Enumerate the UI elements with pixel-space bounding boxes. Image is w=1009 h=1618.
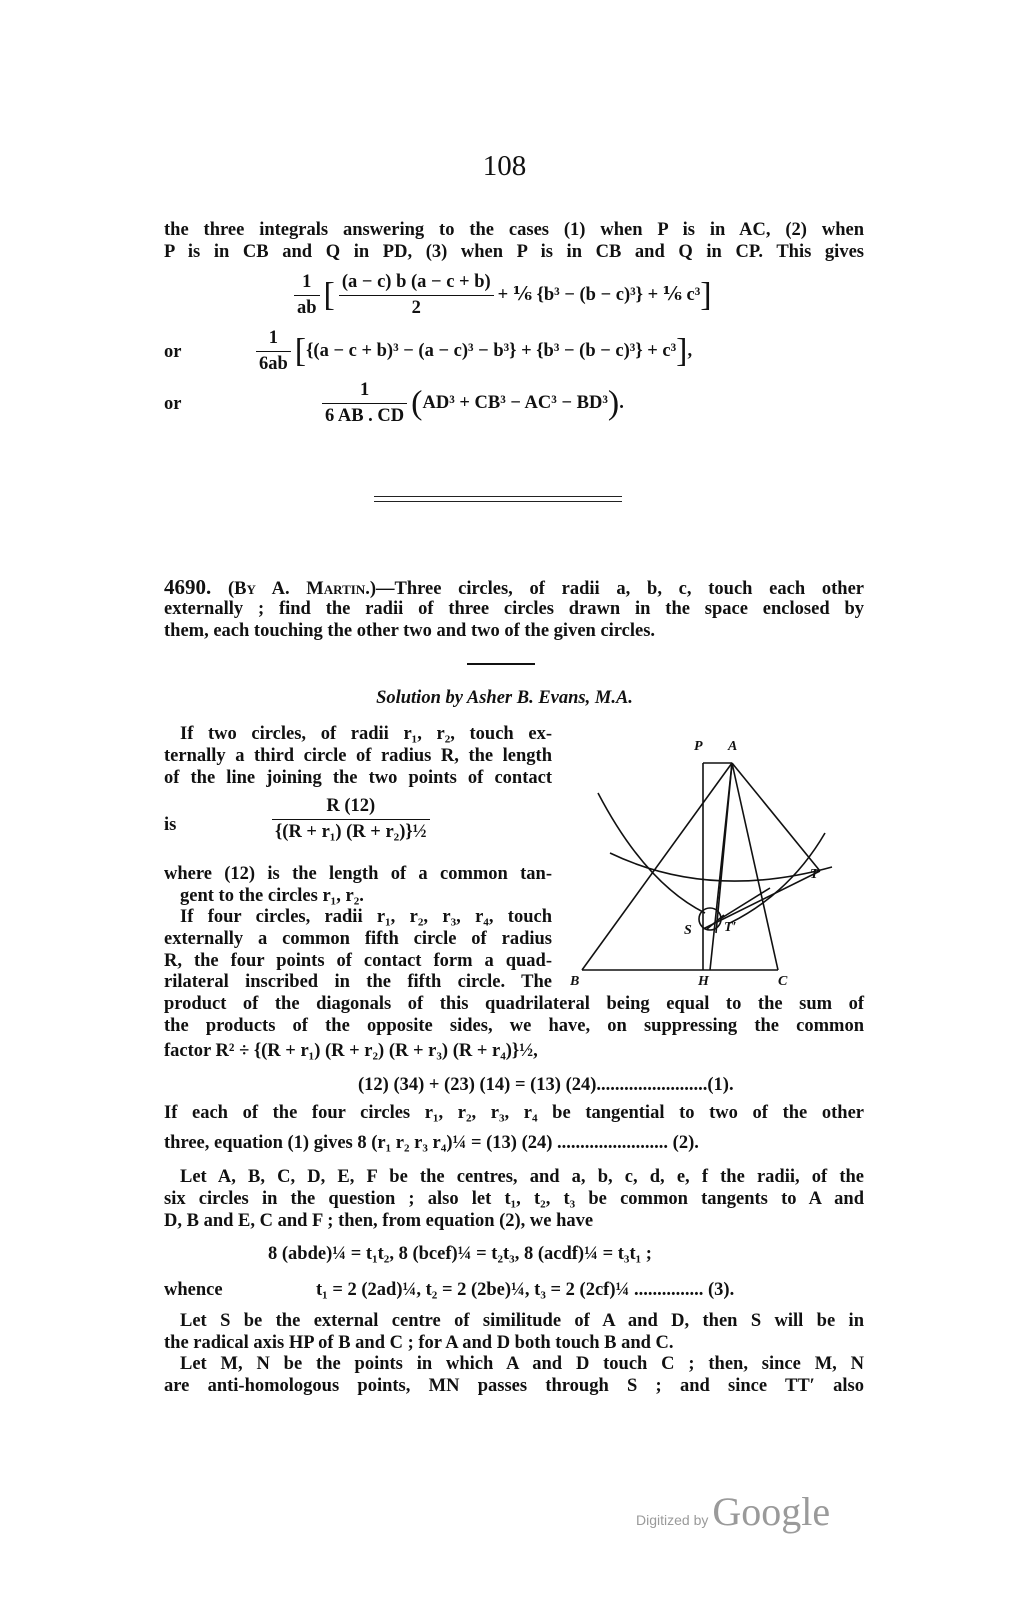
- sol-line-12: factor R² ÷ {(R + r₁) (R + r₂) (R + r₃) (R + r₄)}½,: [164, 1041, 538, 1061]
- equation-1: $\frac{1}{ab}$ [ $\frac{(a - c) b (a - c + b)}{2}$ + ⅙ {b³ − (b − c)³} + ⅙ c³]: [290, 272, 712, 319]
- eq1-fraction-1: $\frac{1}{ab}$: [294, 272, 320, 319]
- equation-c: t₁ = 2 (2ad)¼, t₂ = 2 (2be)¼, t₃ = 2 (2cf)¼ ............... (3).: [316, 1280, 735, 1300]
- sol-line-5: gent to the circles r₁, r₂.: [180, 886, 364, 906]
- sol-line-19: the radical axis HP of B and C ; for A and D both touch B and C.: [164, 1333, 674, 1353]
- page-number: 108: [482, 150, 527, 182]
- label-h: H: [698, 974, 709, 988]
- eq2-label: or: [164, 342, 182, 362]
- separator-rule-top: [374, 496, 622, 497]
- sol-line-8: R, the four points of contact form a quad-: [164, 951, 552, 971]
- watermark-small: Digitized by: [636, 1512, 709, 1528]
- geometry-figure-svg: [570, 733, 860, 988]
- intro-line-2: P is in CB and Q in PD, (3) when P is in CB and Q in CP. This gives: [164, 242, 864, 262]
- contact-line-fraction: [268, 796, 434, 843]
- short-rule: [467, 663, 535, 665]
- line-ba: [582, 763, 732, 970]
- problem-number: 4690.: [164, 575, 212, 599]
- sol-line-11: the products of the opposite sides, we have, on suppressing the common: [164, 1016, 864, 1036]
- contact-denominator: {(R + r₁) (R + r₂)}½: [275, 822, 427, 842]
- geometry-figure: [570, 733, 860, 988]
- sol-line-2: ternally a third circle of radius R, the length: [164, 746, 552, 766]
- sol-line-10: product of the diagonals of this quadrilateral being equal to the sum of: [164, 994, 864, 1014]
- line-ac: [732, 763, 778, 970]
- solution-heading: Solution by Asher B. Evans, M.A.: [376, 688, 633, 708]
- label-p: P: [694, 739, 703, 754]
- problem-line-3: them, each touching the other two and two of the given circles.: [164, 621, 656, 641]
- sol-line-3: of the line joining the two points of contact: [164, 768, 552, 788]
- label-c: C: [778, 974, 788, 988]
- eq3-body: AD³ + CB³ − AC³ − BD³: [422, 392, 608, 413]
- equation-3: $\frac{1}{6 AB . CD}$ (AD³ + CB³ − AC³ − BD³).: [318, 380, 624, 427]
- contact-numerator: R (12): [272, 796, 430, 820]
- google-watermark: [636, 1488, 846, 1538]
- sol-line-21: are anti-homologous points, MN passes through S ; and since TT′ also: [164, 1376, 864, 1396]
- sol-line-7: externally a common fifth circle of radius: [164, 929, 552, 949]
- label-t-prime: T′: [724, 920, 737, 935]
- intro-line-1: the three integrals answering to the cases (1) when P is in AC, (2) when: [164, 220, 864, 240]
- label-b: B: [570, 974, 580, 988]
- whence-label: whence: [164, 1280, 223, 1300]
- eq2-body: {(a − c + b)³ − (a − c)³ − b³} + {b³ − (b − c)³} + c³: [306, 340, 677, 361]
- sol-line-1: If two circles, of radii r₁, r₂, touch ex-: [180, 724, 552, 744]
- line-at: [732, 763, 820, 871]
- sol-line-16: six circles in the question ; also let t₁, t₂, t₃ be common tangents to A and: [164, 1189, 864, 1209]
- problem-line-1-rest: —Three circles, of radii a, b, c, touch each other: [376, 579, 864, 599]
- watermark-logo: Google: [712, 1489, 831, 1534]
- label-t: T: [810, 867, 819, 882]
- sol-line-20: Let M, N be the points in which A and D touch C ; then, since M, N: [180, 1354, 864, 1374]
- eq1-rest: + ⅙ {b³ − (b − c)³} + ⅙ c³: [497, 284, 701, 305]
- sol-line-13: If each of the four circles r₁, r₂, r₃, r₄ be tangential to two of the other: [164, 1103, 864, 1123]
- problem-line-2: externally ; find the radii of three circles drawn in the space enclosed by: [164, 599, 864, 619]
- problem-line-1: [164, 576, 864, 600]
- equation-a: (12) (34) + (23) (14) = (13) (24)........................(1).: [358, 1075, 734, 1095]
- line-as: [716, 763, 732, 933]
- is-label: is: [164, 815, 177, 835]
- separator-rule-bottom: [374, 501, 622, 502]
- equation-2: $\frac{1}{6ab}$ [{(a − c + b)³ − (a − c)³ − b³} + {b³ − (b − c)³} + c³],: [252, 328, 692, 375]
- eq2-fraction: $\frac{1}{6ab}$: [256, 328, 291, 375]
- equation-b: 8 (abde)¼ = t₁t₂, 8 (bcef)¼ = t₂t₃, 8 (acdf)¼ = t₃t₁ ;: [268, 1244, 652, 1264]
- problem-author: (By A. Martin.): [227, 579, 376, 599]
- sol-line-18: Let S be the external centre of similitude of A and D, then S will be in: [180, 1311, 864, 1331]
- sol-line-17: D, B and E, C and F ; then, from equation (2), we have: [164, 1211, 594, 1231]
- label-s: S: [684, 923, 692, 938]
- sol-line-4: where (12) is the length of a common tan-: [164, 864, 552, 884]
- arc-left-circle: [598, 793, 705, 913]
- sol-line-6: If four circles, radii r₁, r₂, r₃, r₄, touch: [180, 907, 552, 927]
- eq3-label: or: [164, 394, 182, 414]
- eq3-fraction: $\frac{1}{6 AB . CD}$: [322, 380, 407, 427]
- sol-line-15: Let A, B, C, D, E, F be the centres, and a, b, c, d, e, f the radii, of the: [180, 1167, 864, 1187]
- label-a: A: [728, 739, 738, 754]
- sol-line-9: rilateral inscribed in the fifth circle. The: [164, 972, 552, 992]
- eq1-fraction-2: $\frac{(a - c) b (a - c + b)}{2}$: [339, 272, 494, 319]
- sol-line-14: three, equation (1) gives 8 (r₁ r₂ r₃ r₄)¼ = (13) (24) ........................ (2).: [164, 1133, 699, 1153]
